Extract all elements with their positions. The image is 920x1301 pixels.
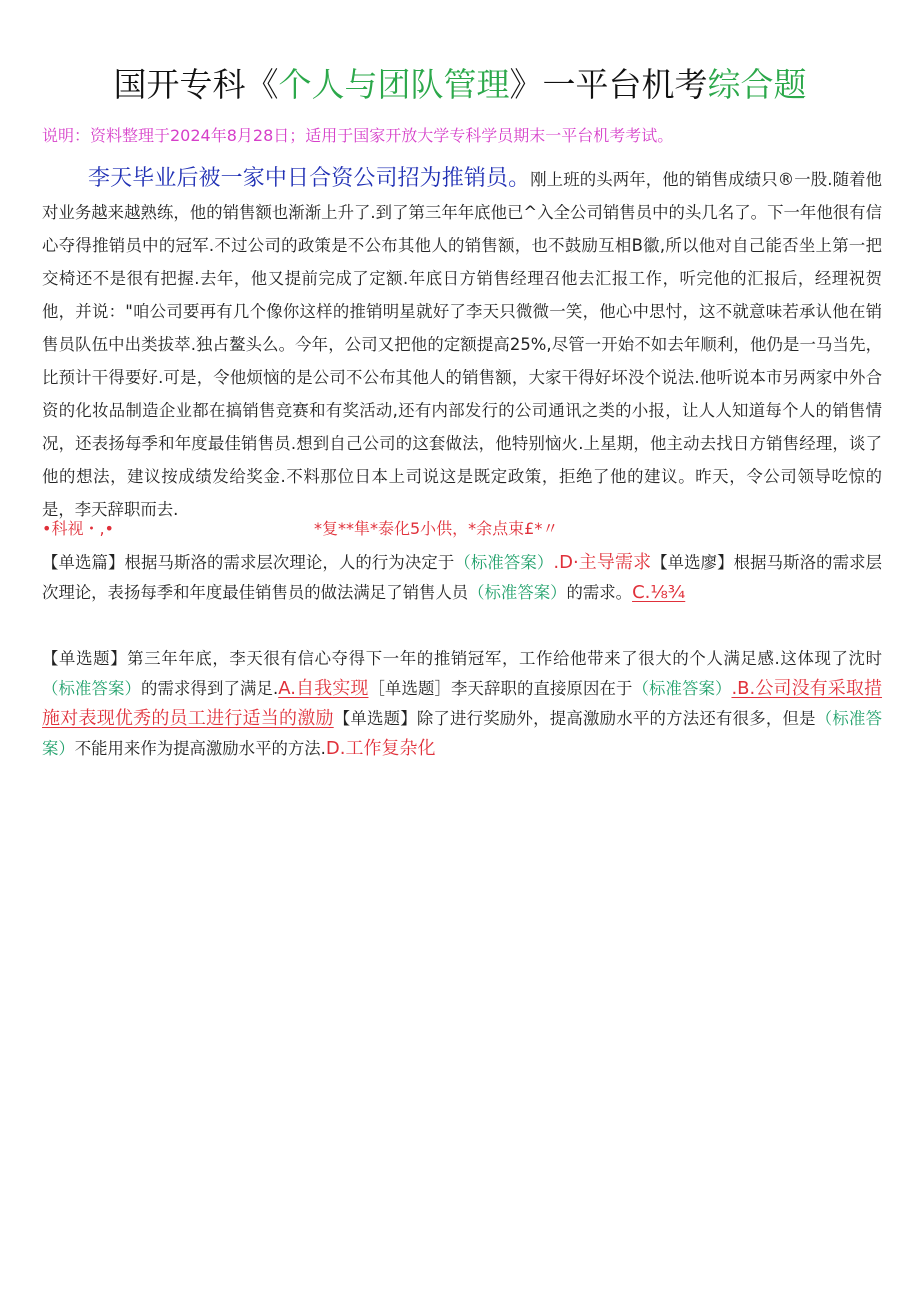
title-part-1: 国开专科《	[113, 65, 279, 104]
q1-std-answer-1: （标准答案）	[454, 553, 554, 572]
question-block-1	[42, 548, 882, 608]
garbled-right: *复**隼*泰化5小供，*余点束£*〃	[314, 519, 559, 538]
title-part-3: 》一平台机考	[509, 65, 708, 104]
q2-answer-3: D.工作复杂化	[325, 738, 436, 759]
case-paragraph	[42, 162, 882, 526]
garbled-left: •科视・,•	[42, 519, 114, 538]
page-title	[0, 62, 920, 108]
q2-std-answer-1: （标准答案）	[42, 679, 141, 698]
q1-std-answer-2: （标准答案）	[468, 583, 567, 602]
q2-text-2: 的需求得到了满足.	[141, 679, 279, 698]
title-course-name: 个人与团队管理	[278, 65, 510, 104]
q1-text-2: 【单选廖】根据马斯洛的需求层次理论，表扬每季和年度最佳销售员的做法满足了销售人员	[42, 553, 883, 602]
q2-text-5: 不能用来作为提高激励水平的方法.	[74, 739, 326, 758]
q1-answer-1: .D·主导需求	[553, 552, 652, 573]
question-block-2	[42, 644, 882, 764]
case-body: 刚上班的头两年，他的销售成绩只®一股.随着他对业务越来越熟练，他的销售额也渐渐上升了.到了第三年年底他已^入全公司销售员中的头几名了。下一年他很有信心夺得推销员中的冠军.不过公司的政策是不公布其他人的销售额，也不鼓励互相B徽,所以他对自己能否坐上第一把交椅还不是很有把握.去年，他又提前完成了定额.年底日方销售经理召他去汇报工作，听完他的汇报后，经理祝贺他，并说："咱公司要再有几个像你这样的推销明星就好了李天只微微一笑，他心中思忖，这不就意味若承认他在销售员队伍中出类拔萃.独占鳌头么。今年，公司又把他的定额提高25%,尽管一开始不如去年顺利，他仍是一马当先，比预计干得要好.可是，令他烦恼的是公司不公布其他人的销售额，大家干得好坏没个说法.他听说本市另两家中外合资的化妆品制造企业都在搞销售竞赛和有奖活动,还有内部发行的公司通讯之类的小报，让人人知道每个人的销售情况，还表扬每季和年度最佳销售员.想到自己公司的这套做法，他特别恼火.上星期，他主动去找日方销售经理，谈了他的想法，建议按成绩发给奖金.不料那位日本上司说这是既定政策，拒绝了他的建议。昨天，令公司领导吃惊的是，李天辞职而去.	[42, 170, 882, 519]
case-lead: 李天毕业后被一家中日合资公司招为推销员。	[88, 166, 531, 191]
garbled-line	[42, 516, 882, 542]
q2-answer-1: A.自我实现	[278, 678, 369, 699]
q2-std-answer-2: （标准答案）	[632, 679, 732, 698]
q1-answer-2: C.⅛¾	[632, 582, 686, 603]
q1-text-3: 的需求。	[566, 583, 633, 602]
q2-std-answer-3: （标准答案）	[42, 709, 883, 758]
title-part-4: 综合题	[707, 65, 807, 104]
q2-text-1: 【单选题】第三年年底，李天很有信心夺得下一年的推销冠军，工作给他带来了很大的个人满足感.这体现了沈时	[42, 649, 882, 668]
q2-text-4: 【单选题】除了进行奖励外，提高激励水平的方法还有很多，但是	[333, 709, 816, 728]
q2-text-3: ［单选题］李天辞职的直接原因在于	[368, 679, 633, 698]
note-line: 说明：资料整理于2024年8月28日；适用于国家开放大学专科学员期末一平台机考考试。	[42, 126, 674, 145]
q1-text-1: 【单选篇】根据马斯洛的需求层次理论，人的行为决定于	[42, 553, 455, 572]
q2-answer-2: .B.公司没有采取措施对表现优秀的员工进行适当的激励	[42, 678, 883, 729]
